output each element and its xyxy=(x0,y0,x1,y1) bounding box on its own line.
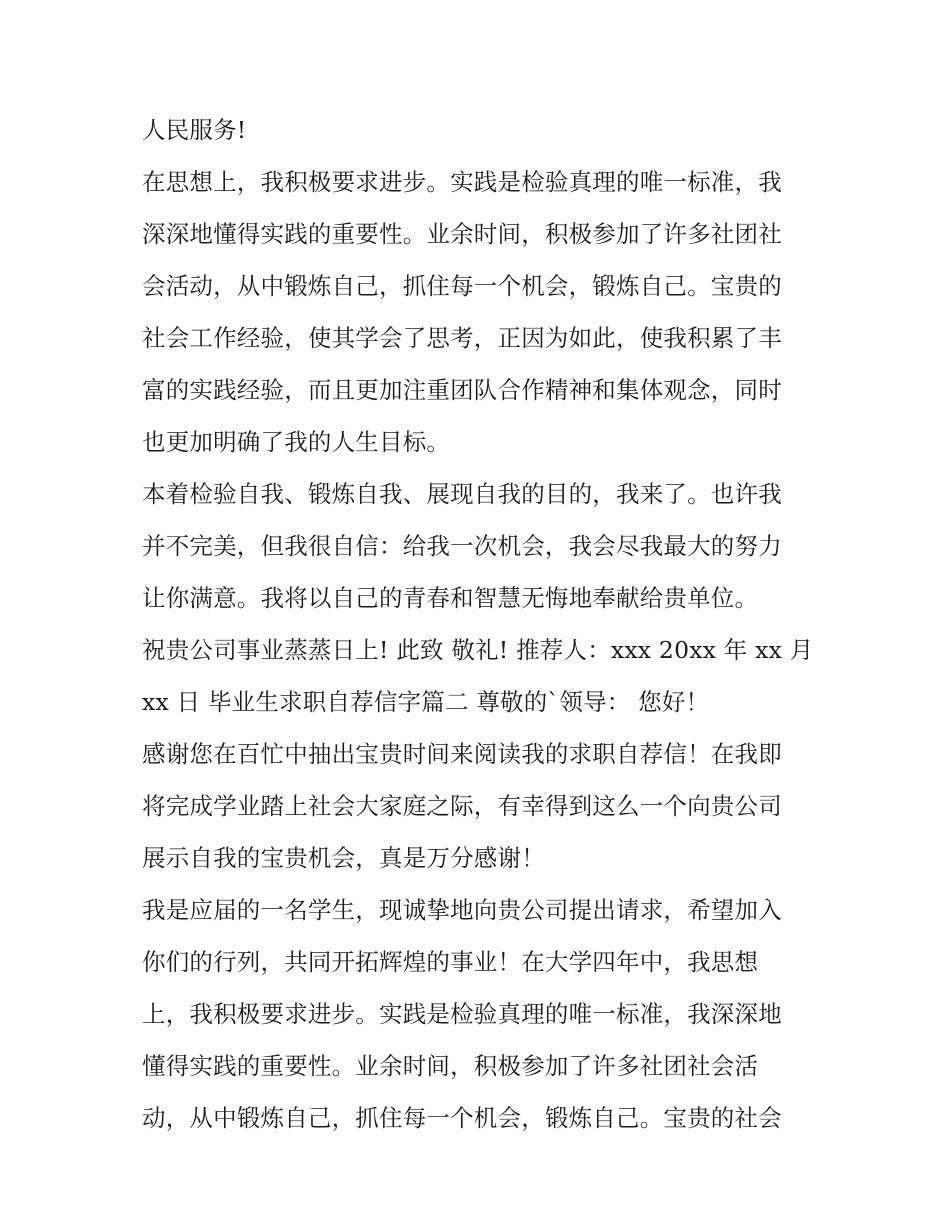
text-line: 在思想上，我积极要求进步。实践是检验真理的唯一标准，我 xyxy=(142,168,782,196)
text-line: 深深地懂得实践的重要性。业余时间，积极参加了许多社团社 xyxy=(142,220,782,248)
text-line: 上，我积极要求进步。实践是检验真理的唯一标准，我深深地 xyxy=(142,1000,782,1028)
document-body xyxy=(142,104,822,1144)
text-line: 会活动，从中锻炼自己，抓住每一个机会，锻炼自己。宝贵的 xyxy=(142,272,782,300)
text-line: 本着检验自我、锻炼自我、展现自我的目的，我来了。也许我 xyxy=(142,480,782,508)
text-line: 社会工作经验，使其学会了思考，正因为如此，使我积累了丰 xyxy=(142,324,782,352)
text-line: 展示自我的宝贵机会，真是万分感谢！ xyxy=(142,844,545,872)
text-line: 将完成学业踏上社会大家庭之际，有幸得到这么一个向贵公司 xyxy=(142,792,782,820)
text-line: xx 日 毕业生求职自荐信字篇二 尊敬的`领导： 您好！ xyxy=(142,688,710,716)
text-line: 祝贵公司事业蒸蒸日上! 此致 敬礼! 推荐人：xxx 20xx 年 xx 月 xyxy=(142,636,814,664)
text-line: 也更加明确了我的人生目标。 xyxy=(142,428,451,456)
text-line: 并不完美，但我很自信：给我一次机会，我会尽我最大的努力 xyxy=(142,532,782,560)
text-line: 你们的行列，共同开拓辉煌的事业！在大学四年中，我思想 xyxy=(142,948,759,976)
text-line: 动，从中锻炼自己，抓住每一个机会，锻炼自己。宝贵的社会 xyxy=(142,1104,782,1132)
text-line: 让你满意。我将以自己的青春和智慧无悔地奉献给贵单位。 xyxy=(142,584,759,612)
text-line: 富的实践经验，而且更加注重团队合作精神和集体观念，同时 xyxy=(142,376,782,404)
text-line: 人民服务! xyxy=(142,116,247,144)
text-line: 感谢您在百忙中抽出宝贵时间来阅读我的求职自荐信！在我即 xyxy=(142,740,782,768)
text-line: 懂得实践的重要性。业余时间，积极参加了许多社团社会活 xyxy=(142,1052,759,1080)
text-line: 我是应届的一名学生，现诚挚地向贵公司提出请求，希望加入 xyxy=(142,896,782,924)
